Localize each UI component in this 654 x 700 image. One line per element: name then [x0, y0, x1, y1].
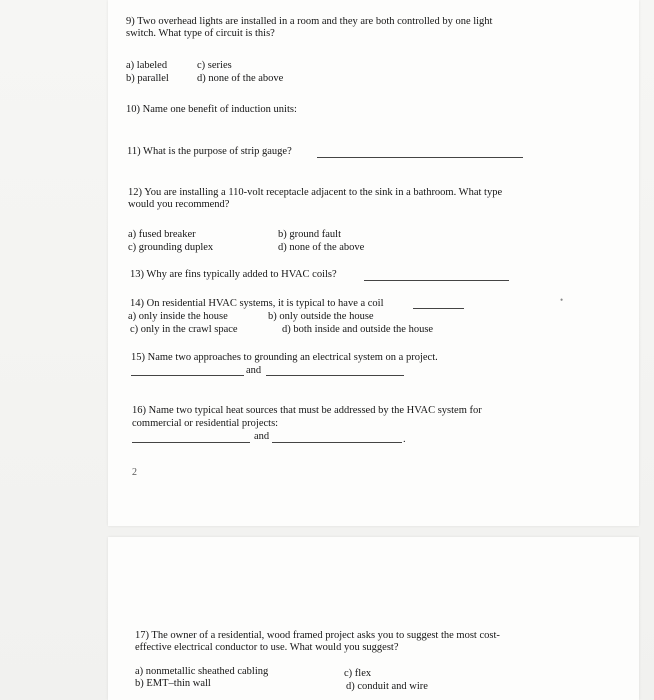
question-11-text: 11) What is the purpose of strip gauge?	[127, 146, 292, 157]
question-9-option-a: a) labeled	[126, 60, 168, 71]
question-14-option-d: d) both inside and outside the house	[282, 324, 434, 335]
question-12-text-line1: 12) You are installing a 110-volt receptacle adjacent to the sink in a bathroom. What type	[128, 187, 503, 198]
question-17-option-c: c) flex	[344, 668, 372, 679]
question-9-option-c: c) series	[197, 60, 232, 71]
worksheet-page-1	[108, 0, 639, 526]
question-10-text: 10) Name one benefit of induction units:	[126, 104, 297, 115]
question-15-answer-line-1	[131, 375, 244, 376]
question-13-text: 13) Why are fins typically added to HVAC coils?	[130, 269, 337, 280]
question-9-text-line1: 9) Two overhead lights are installed in a room and they are both controlled by one light	[126, 16, 493, 27]
question-12-option-b: b) ground fault	[278, 229, 341, 240]
question-12-option-d: d) none of the above	[278, 242, 365, 253]
question-16-text-line2: commercial or residential projects:	[132, 418, 279, 429]
question-16-answer-line-1	[132, 442, 250, 443]
question-16-and: and	[254, 431, 270, 442]
question-9-option-b: b) parallel	[126, 73, 169, 84]
question-17-option-a: a) nonmetallic sheathed cabling	[135, 666, 269, 677]
question-15-answer-line-2	[266, 375, 404, 376]
question-14-option-b: b) only outside the house	[268, 311, 374, 322]
question-16-period: .	[403, 434, 406, 445]
question-14-text: 14) On residential HVAC systems, it is typical to have a coil	[130, 298, 384, 309]
question-17-option-d: d) conduit and wire	[346, 681, 428, 692]
question-17-text-line2: effective electrical conductor to use. What would you suggest?	[135, 642, 399, 653]
question-16-answer-line-2	[272, 442, 402, 443]
stray-mark: •	[560, 295, 564, 305]
question-16-text-line1: 16) Name two typical heat sources that must be addressed by the HVAC system for	[132, 405, 482, 416]
question-14-option-a: a) only inside the house	[128, 311, 228, 322]
worksheet-page-2	[108, 537, 639, 700]
question-17-text-line1: 17) The owner of a residential, wood framed project asks you to suggest the most cost-	[135, 630, 500, 641]
question-11-answer-line	[317, 157, 523, 158]
question-13-answer-line	[364, 280, 509, 281]
question-12-option-a: a) fused breaker	[128, 229, 196, 240]
question-14-option-c: c) only in the crawl space	[130, 324, 238, 335]
question-17-option-b: b) EMT–thin wall	[135, 678, 211, 689]
question-9-text-line2: switch. What type of circuit is this?	[126, 28, 275, 39]
question-15-and: and	[246, 365, 262, 376]
question-14-answer-line	[413, 308, 464, 309]
question-12-text-line2: would you recommend?	[128, 199, 230, 210]
page-number: 2	[132, 467, 137, 478]
question-9-option-d: d) none of the above	[197, 73, 284, 84]
question-12-option-c: c) grounding duplex	[128, 242, 214, 253]
question-15-text: 15) Name two approaches to grounding an electrical system on a project.	[131, 352, 438, 363]
